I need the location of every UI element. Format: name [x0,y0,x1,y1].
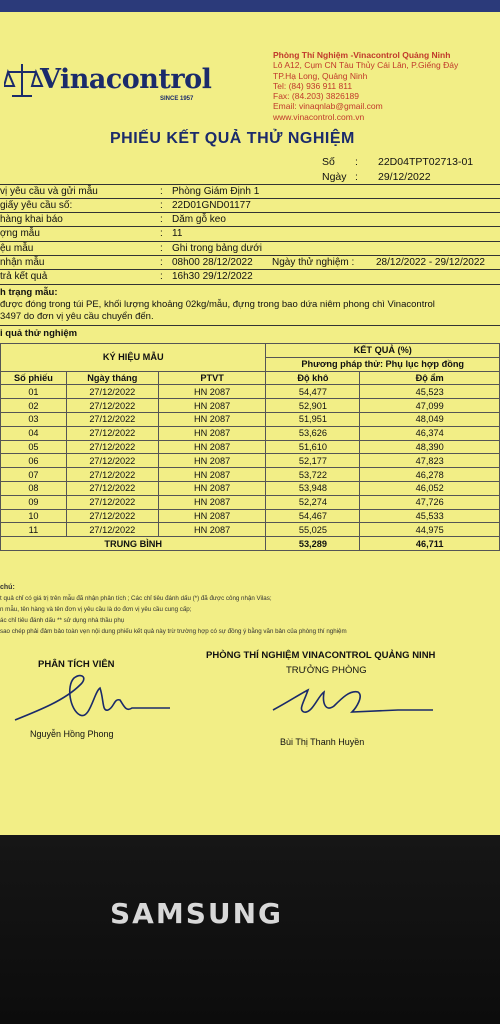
cell-kho: 54,477 [266,385,360,399]
info-row: giấy yêu cầu số: : 22D01GND01177 [0,200,251,211]
col-do-kho: Độ khô [266,371,360,385]
info-row: ợng mẫu : 11 [0,228,183,239]
cell-am: 46,278 [360,468,500,482]
analyst-signature-icon [10,670,180,730]
info-value: 22D01GND01177 [172,200,251,211]
footnote: n mẫu, tên hàng và tên đơn vị yêu cầu là do đơn vị yêu cầu cung cấp; [0,606,192,613]
cell-am: 46,052 [360,481,500,495]
table-row [1,495,500,509]
lab-org-title: PHÒNG THÍ NGHIỆM VINACONTROL QUẢNG NINH [206,650,436,661]
info-value: 16h30 29/12/2022 [172,271,253,282]
ngay-value: 29/12/2022 [378,171,431,183]
cell-am: 48,390 [360,440,500,454]
divider [0,226,500,227]
head-title: TRƯỞNG PHÒNG [286,665,367,676]
info-row: trả kết quả : 16h30 29/12/2022 [0,271,253,282]
cell-am: 47,099 [360,399,500,413]
cell-so: 10 [1,509,67,523]
cell-kho: 53,948 [266,481,360,495]
cell-ptvt: HN 2087 [158,385,266,399]
lab-address-block [273,50,498,122]
so-value: 22D04TPT02713-01 [378,156,474,168]
cell-kho: 52,274 [266,495,360,509]
lab-name: Phòng Thí Nghiệm -Vinacontrol Quảng Ninh [273,50,451,60]
col-do-am: Độ ẩm [360,371,500,385]
cell-so: 09 [1,495,67,509]
cell-ngay: 27/12/2022 [66,412,158,426]
cell-kho: 52,177 [266,454,360,468]
cell-am: 48,049 [360,412,500,426]
cell-ngay: 27/12/2022 [66,440,158,454]
table-row [1,399,500,413]
cell-kho: 53,626 [266,426,360,440]
cell-ngay: 27/12/2022 [66,454,158,468]
cell-am: 47,726 [360,495,500,509]
document-screen: Vinacontrol SINCE 1957 Phòng Thí Nghiệm -Vinacontrol Quảng Ninh Lô A12, Cụm CN Tàu Thủy Cái Lân, P.Giếng Đáy TP.Hạ Long, Quảng Ninh Tel: (84) 936 911 811 Fax: (84.203) 3826189 Email: vinaqnlab@gmail.com www.vinacontrol.com.vn PHIẾU KẾT QUẢ THỬ NGHIỆM Số : 22D04TPT02713-01 Ngày : 29/12/2022 vị yêu cầu và gửi mẫu : Phòng Giám Định 1 giấy yêu cầu số: : 22D01GND01177 hàng khai báo : Dăm gỗ keo ợng mẫu : 11 ệu mẫu : Ghi trong bảng dưới nhận mẫu : 08h00 28/12/2022 Ngày thử nghiệm : 28/12/2022 - 29/12/2022 trả kết quả : 16h30 29/12/2022 h trạng mẫu: được đóng trong túi PE, khối lượng khoảng 02kg/mẫu, đựng trong bao dứa niêm phong chì Vinacontrol 3497 do đơn vị yêu cầu chuyển đến. i quả thử nghiệm KÝ HIỆU MẪU KẾT QUẢ (%) Phương pháp thử: Phụ lục hợp đồng Số phiếu Ngày tháng PTVT Độ khô Độ ẩm 01 27/12/2022 HN 2087 54,477 45,523 02 27/12/2022 HN 2087 52,901 47,099 03 27/12/2022 HN 2087 51,951 48,049 04 27/12/2022 HN 2087 53,626 46,374 05 27/12/2022 HN 2087 51,610 48,390 06 27/12/2022 HN 2087 52,177 47,823 07 27/12/2022 HN 2087 53,722 46,278 08 27/12/2022 HN 2087 53,948 46,052 09 27/12/2022 HN 2087 52,274 47,726 10 27/12/2022 HN 2087 54,467 45,533 11 27/12/2022 HN 2087 55,025 44,975 TRUNG BÌNH 53,289 46,711 chú: t quả chỉ có giá trị trên mẫu đã nhận phân tích ; Các chỉ tiêu đánh dấu (*) đã được công nhận Vilas; n mẫu, tên hàng và tên đơn vị yêu cầu là do đơn vị yêu cầu cung cấp; ác chỉ tiêu đánh dấu ** sử dụng nhà thầu phụ sao chép phải đảm bảo toàn vẹn nội dung phiếu kết quả này trừ trường hợp có sự đồng ý bằng văn bản của phòng thí nghiệm PHÂN TÍCH VIÊN PHÒNG THÍ NGHIỆM VINACONTROL QUẢNG NINH TRƯỞNG PHÒNG Nguyễn Hồng Phong Bùi Thị Thanh Huyền [0,0,500,835]
info-value: Phòng Giám Định 1 [172,186,260,197]
cell-ngay: 27/12/2022 [66,399,158,413]
ket-qua-label: i quả thử nghiệm [0,328,78,339]
cell-ngay: 27/12/2022 [66,509,158,523]
table-row [1,523,500,537]
lab-website: www.vinacontrol.com.vn [273,111,365,122]
info-key: vị yêu cầu và gửi mẫu [0,186,98,197]
cell-kho: 51,951 [266,412,360,426]
info-row: hàng khai báo : Dăm gỗ keo [0,214,226,225]
head-signature-icon [268,682,438,722]
info-value: Ghi trong bảng dưới [172,243,262,254]
ngay-thu-label: Ngày thử nghiệm : [272,257,355,268]
average-do-kho: 53,289 [266,537,360,551]
average-row [1,537,500,551]
average-do-am: 46,711 [360,537,500,551]
info-key: hàng khai báo [0,214,63,225]
table-row [1,481,500,495]
info-row: vị yêu cầu và gửi mẫu : Phòng Giám Định 1 [0,186,260,197]
info-value: 11 [172,228,183,239]
col-so-phieu: Số phiếu [1,371,67,385]
lab-address-2: TP.Hạ Long, Quảng Ninh [273,70,368,81]
cell-am: 44,975 [360,523,500,537]
info-key: trả kết quả [0,271,48,282]
phuong-phap-header: Phương pháp thử: Phụ lục hợp đồng [266,357,500,371]
ngay-label: Ngày [322,171,347,183]
cell-ngay: 27/12/2022 [66,385,158,399]
footnote-label: chú: [0,584,15,591]
cell-so: 02 [1,399,67,413]
cell-so: 11 [1,523,67,537]
info-key: ợng mẫu [0,228,40,239]
monitor-brand-logo: SAMSUNG [110,897,284,930]
tinh-trang-label: h trạng mẫu: [0,287,58,298]
cell-ptvt: HN 2087 [158,399,266,413]
info-key: nhận mẫu [0,257,45,268]
info-value: 08h00 28/12/2022 [172,257,253,268]
divider [0,212,500,213]
cell-am: 45,523 [360,385,500,399]
lab-email: Email: vinaqnlab@gmail.com [273,101,383,112]
cell-so: 01 [1,385,67,399]
cell-ngay: 27/12/2022 [66,523,158,537]
cell-kho: 51,610 [266,440,360,454]
table-row [1,440,500,454]
cell-so: 08 [1,481,67,495]
cell-am: 47,823 [360,454,500,468]
col-ngay-thang: Ngày tháng [66,371,158,385]
cell-so: 04 [1,426,67,440]
cell-ptvt: HN 2087 [158,495,266,509]
table-header-row [1,344,500,358]
cell-kho: 54,467 [266,509,360,523]
cell-ptvt: HN 2087 [158,454,266,468]
divider [0,184,500,185]
cell-so: 03 [1,412,67,426]
footnote: ác chỉ tiêu đánh dấu ** sử dụng nhà thầu phụ [0,617,125,624]
cell-kho: 52,901 [266,399,360,413]
lab-address-1: Lô A12, Cụm CN Tàu Thủy Cái Lân, P.Giếng Đáy [273,60,459,71]
info-value: Dăm gỗ keo [172,214,226,225]
divider [0,269,500,270]
cell-am: 46,374 [360,426,500,440]
cell-am: 45,533 [360,509,500,523]
table-header-row [1,371,500,385]
cell-ngay: 27/12/2022 [66,468,158,482]
cell-ptvt: HN 2087 [158,523,266,537]
footnote: sao chép phải đảm bảo toàn vẹn nội dung phiếu kết quả này trừ trường hợp có sự đồng ý bằng văn bản của phòng thí nghiệm [0,628,347,635]
ky-hieu-header: KÝ HIỆU MẪU [1,344,266,372]
info-row: nhận mẫu : 08h00 28/12/2022 Ngày thử nghiệm : 28/12/2022 - 29/12/2022 [0,257,485,268]
table-row [1,454,500,468]
lab-fax: Fax: (84.203) 3826189 [273,91,360,102]
divider [0,325,500,326]
table-row [1,468,500,482]
cell-so: 05 [1,440,67,454]
footnote: t quả chỉ có giá trị trên mẫu đã nhận phân tích ; Các chỉ tiêu đánh dấu (*) đã được công nhận Vilas; [0,595,272,602]
logo-since: SINCE 1957 [160,96,194,102]
cell-so: 07 [1,468,67,482]
cell-ngay: 27/12/2022 [66,426,158,440]
divider [0,255,500,256]
results-table [0,343,500,551]
divider [0,198,500,199]
divider [0,241,500,242]
analyst-name: Nguyễn Hồng Phong [30,729,114,739]
cell-ptvt: HN 2087 [158,426,266,440]
divider [0,284,500,285]
cell-kho: 53,722 [266,468,360,482]
cell-ptvt: HN 2087 [158,509,266,523]
info-row: ệu mẫu : Ghi trong bảng dưới [0,243,262,254]
so-label: Số [322,156,335,168]
col-ptvt: PTVT [158,371,266,385]
table-row [1,509,500,523]
table-row [1,385,500,399]
tinh-trang-note-2: 3497 do đơn vị yêu cầu chuyển đến. [0,311,154,322]
cell-ptvt: HN 2087 [158,412,266,426]
cell-ptvt: HN 2087 [158,481,266,495]
cell-so: 06 [1,454,67,468]
average-label: TRUNG BÌNH [1,537,266,551]
cell-ptvt: HN 2087 [158,468,266,482]
cell-ngay: 27/12/2022 [66,481,158,495]
info-key: ệu mẫu [0,243,34,254]
tinh-trang-note-1: được đóng trong túi PE, khối lượng khoảng 02kg/mẫu, đựng trong bao dứa niêm phong chì Vinacontrol [0,299,435,310]
ket-qua-header: KẾT QUẢ (%) [266,344,500,358]
logo-name: Vinacontrol [40,64,212,95]
table-row [1,412,500,426]
document-title: PHIẾU KẾT QUẢ THỬ NGHIỆM [110,130,355,147]
analyst-title: PHÂN TÍCH VIÊN [38,659,115,670]
cell-kho: 55,025 [266,523,360,537]
cell-ngay: 27/12/2022 [66,495,158,509]
info-key: giấy yêu cầu số: [0,200,73,211]
table-row [1,426,500,440]
lab-tel: Tel: (84) 936 911 811 [273,80,353,91]
ngay-thu-value: 28/12/2022 - 29/12/2022 [376,257,485,268]
head-name: Bùi Thị Thanh Huyền [280,737,365,747]
cell-ptvt: HN 2087 [158,440,266,454]
window-top-bar [0,0,500,12]
